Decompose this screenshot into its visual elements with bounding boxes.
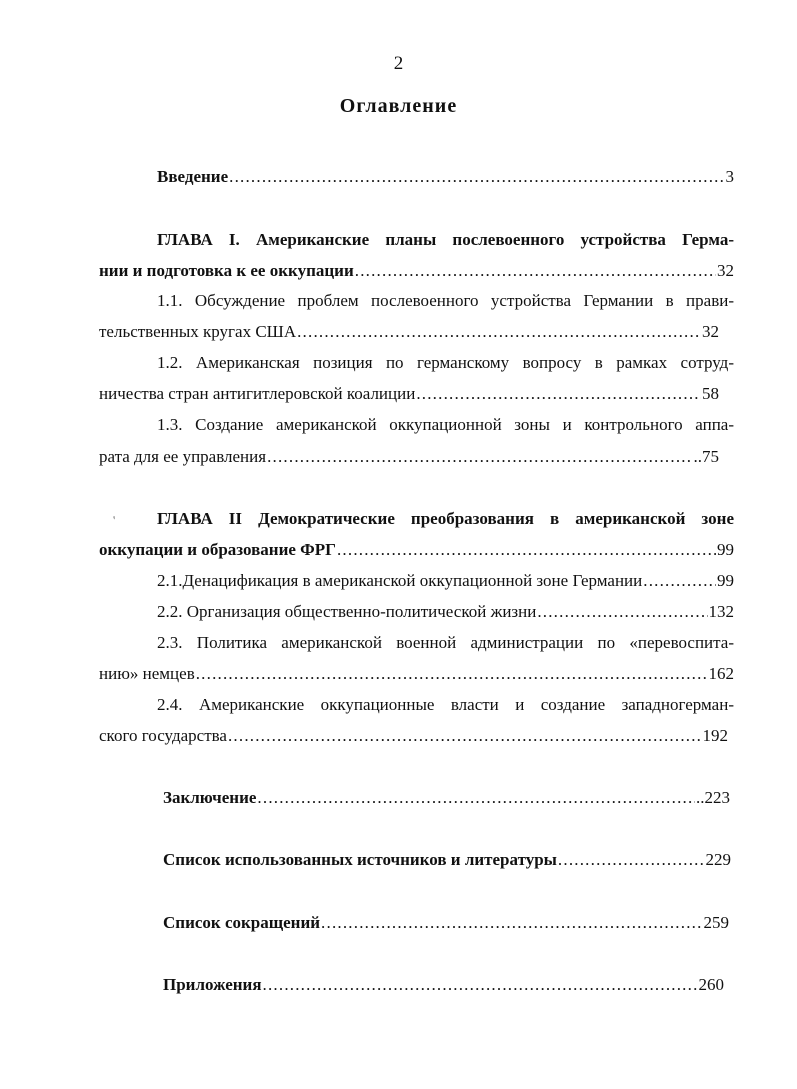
toc-entry-appendices[interactable] [163,974,724,996]
toc-page-number: 99 [717,540,734,559]
toc-leader-dots [263,974,698,996]
toc-leader-dots [355,260,716,282]
toc-chapter1-line1[interactable]: ГЛАВА I. Американские планы послевоенного устройства Герма- [157,230,734,249]
toc-entry-chapter1[interactable] [99,260,734,282]
toc-entry-conclusion[interactable] [163,787,730,809]
toc-entry-sources[interactable] [163,849,731,871]
toc-label: нию» немцев [99,664,195,683]
toc-entry-intro[interactable] [157,166,734,188]
toc-label: Приложения [163,975,262,994]
toc-leader-dots [297,321,701,343]
toc-chapter2-line1[interactable]: ГЛАВА II Демократические преобразования в американской зоне [157,509,734,528]
toc-entry-s2-1[interactable] [157,570,734,592]
toc-entry-chapter2[interactable] [99,539,734,561]
toc-label: 2.2. Организация общественно-политической жизни [157,602,537,621]
toc-s1-3-line1[interactable]: 1.3. Создание американской оккупационной зоны и контрольного аппа- [157,415,734,434]
toc-page-number: 192 [702,726,728,745]
toc-leader-dots [257,787,695,809]
toc-s1-1-line1[interactable]: 1.1. Обсуждение проблем послевоенного устройства Германии в прави- [157,291,734,310]
page-number: 2 [393,53,404,74]
stray-mark: ʹ [111,513,119,528]
toc-leader-dots [267,446,692,468]
toc-entry-s1-3[interactable] [99,446,719,468]
toc-leader-dots [228,725,702,747]
toc-page-number: ..75 [693,447,719,466]
toc-entry-s1-2[interactable] [99,383,719,405]
toc-entry-s2-3[interactable] [99,663,734,685]
toc-entry-s2-4[interactable] [99,725,728,747]
toc-label: рата для ее управления [99,447,267,466]
toc-s1-2-line1[interactable]: 1.2. Американская позиция по германскому вопросу в рамках сотруд- [157,353,734,372]
toc-label: 2.1.Денацификация в американской оккупационной зоне Германии [157,571,643,590]
toc-leader-dots [337,539,716,561]
toc-page-number: 58 [702,384,719,403]
toc-leader-dots [643,570,716,592]
toc-entry-s1-1[interactable] [99,321,719,343]
toc-page-number: 229 [705,850,731,869]
page-title: Оглавление [339,95,458,117]
toc-page-number: 32 [717,261,734,280]
toc-leader-dots [558,849,705,871]
toc-page-number: 132 [708,602,734,621]
toc-s2-4-line1[interactable]: 2.4. Американские оккупационные власти и создание западногерман- [157,695,734,714]
toc-label: нии и подготовка к ее оккупации [99,261,354,280]
toc-label: оккупации и образование ФРГ [99,540,336,559]
toc-entry-abbreviations[interactable] [163,912,729,934]
toc-label: Список сокращений [163,913,321,932]
toc-leader-dots [196,663,708,685]
toc-leader-dots [321,912,702,934]
toc-label: тельственных кругах США [99,322,297,341]
toc-label: ничества стран антигитлеровской коалиции [99,384,416,403]
toc-leader-dots [229,166,724,188]
toc-label: ского государства [99,726,227,745]
toc-page-number: 32 [702,322,719,341]
toc-label: Заключение [163,788,257,807]
toc-page-number: 3 [725,167,734,186]
toc-page-number: 259 [703,913,729,932]
toc-label: Введение [157,167,229,186]
toc-s2-3-line1[interactable]: 2.3. Политика американской военной администрации по «перевоспита- [157,633,734,652]
toc-page-number: 99 [717,571,734,590]
toc-page-number: 162 [708,664,734,683]
toc-label: Список использованных источников и литературы [163,850,557,869]
toc-page-number: ..223 [696,788,730,807]
toc-page-number: 260 [698,975,724,994]
toc-entry-s2-2[interactable] [157,601,734,623]
toc-leader-dots [416,383,701,405]
toc-leader-dots [537,601,707,623]
